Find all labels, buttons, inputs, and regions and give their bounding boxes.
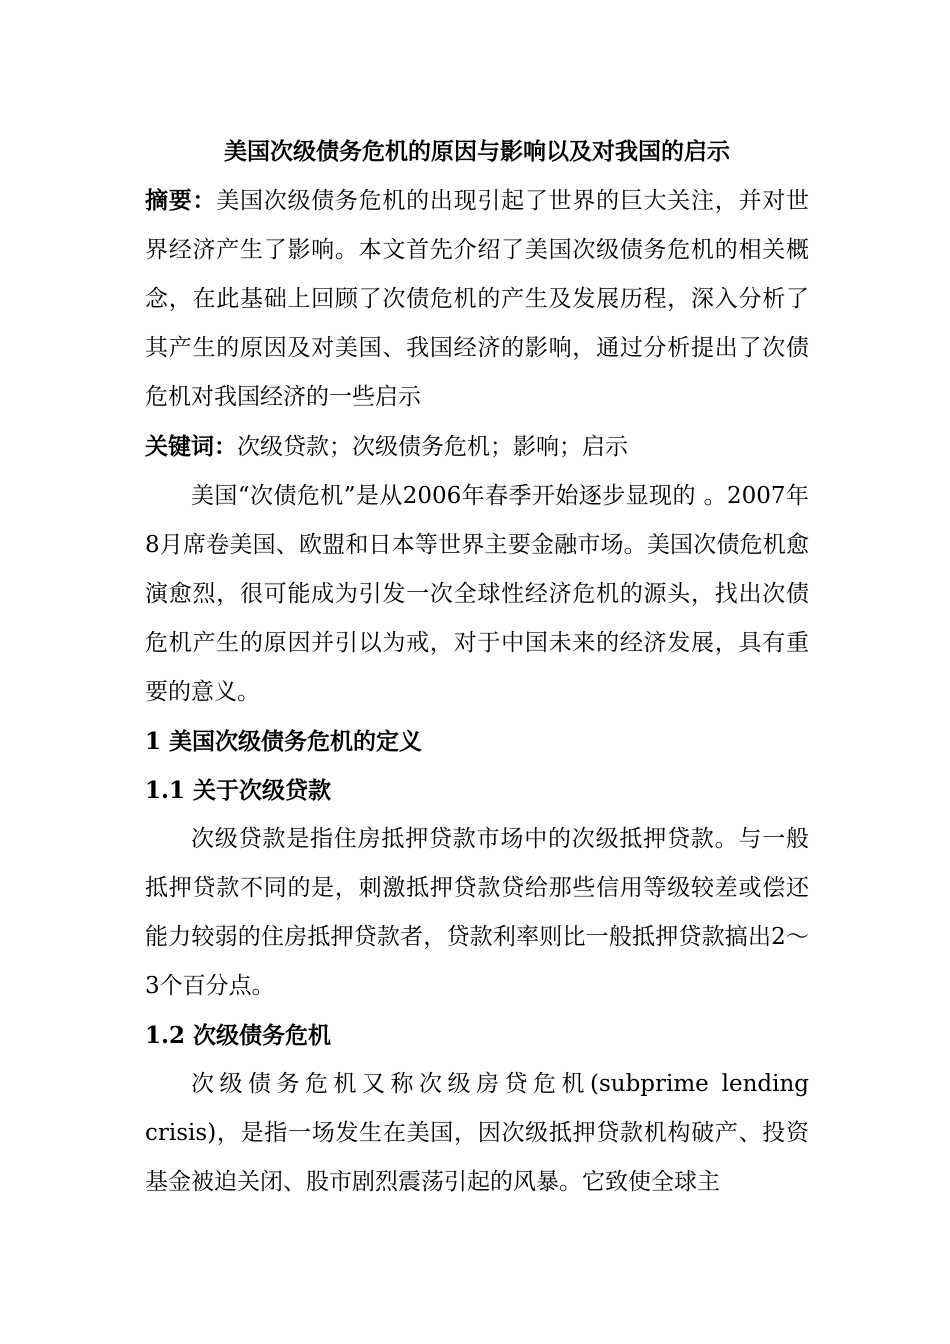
abstract-text: 美国次级债务危机的出现引起了世界的巨大关注，并对世界经济产生了影响。本文首先介绍了美国次级债务危机的相关概念，在此基础上回顾了次债危机的产生及发展历程，深入分析了其产生的原因及对美国、我国经济的影响，通过分析提出了次债危机对我国经济的一些启示 bbox=[145, 188, 810, 410]
document-body bbox=[145, 127, 809, 1207]
keywords-paragraph bbox=[145, 422, 809, 472]
abstract-label: 摘要： bbox=[145, 187, 217, 214]
section-1-1-heading: 1.1 关于次级贷款 bbox=[145, 777, 332, 804]
keywords-label: 关键词： bbox=[145, 433, 237, 460]
keywords-text: 次级贷款；次级债务危机；影响；启示 bbox=[237, 434, 628, 460]
section-1-1-paragraph: 次级贷款是指住房抵押贷款市场中的次级抵押贷款。与一般抵押贷款不同的是，刺激抵押贷款贷给那些信用等级较差或偿还能力较弱的住房抵押贷款者，贷款利率则比一般抵押贷款搞出2～3个百分点。 bbox=[145, 826, 809, 999]
section-1-2-paragraph: 次级债务危机又称次级房贷危机(subprime lending crisis)，是指一场发生在美国，因次级抵押贷款机构破产、投资基金被迫关闭、股市剧烈震荡引起的风暴。它致使全球主 bbox=[145, 1071, 809, 1195]
section-1-2-heading: 1.2 次级债务危机 bbox=[145, 1022, 332, 1049]
document-title: 美国次级债务危机的原因与影响以及对我国的启示 bbox=[224, 138, 730, 165]
section-1-heading: 1 美国次级债务危机的定义 bbox=[145, 728, 423, 755]
abstract-paragraph bbox=[145, 176, 809, 422]
intro-paragraph: 美国“次债危机”是从2006年春季开始逐步显现的 。2007年8月席卷美国、欧盟和日本等世界主要金融市场。美国次债危机愈演愈烈，很可能成为引发一次全球性经济危机的源头，找出次债危机产生的原因并引以为戒，对于中国未来的经济发展，具有重要的意义。 bbox=[145, 483, 809, 705]
